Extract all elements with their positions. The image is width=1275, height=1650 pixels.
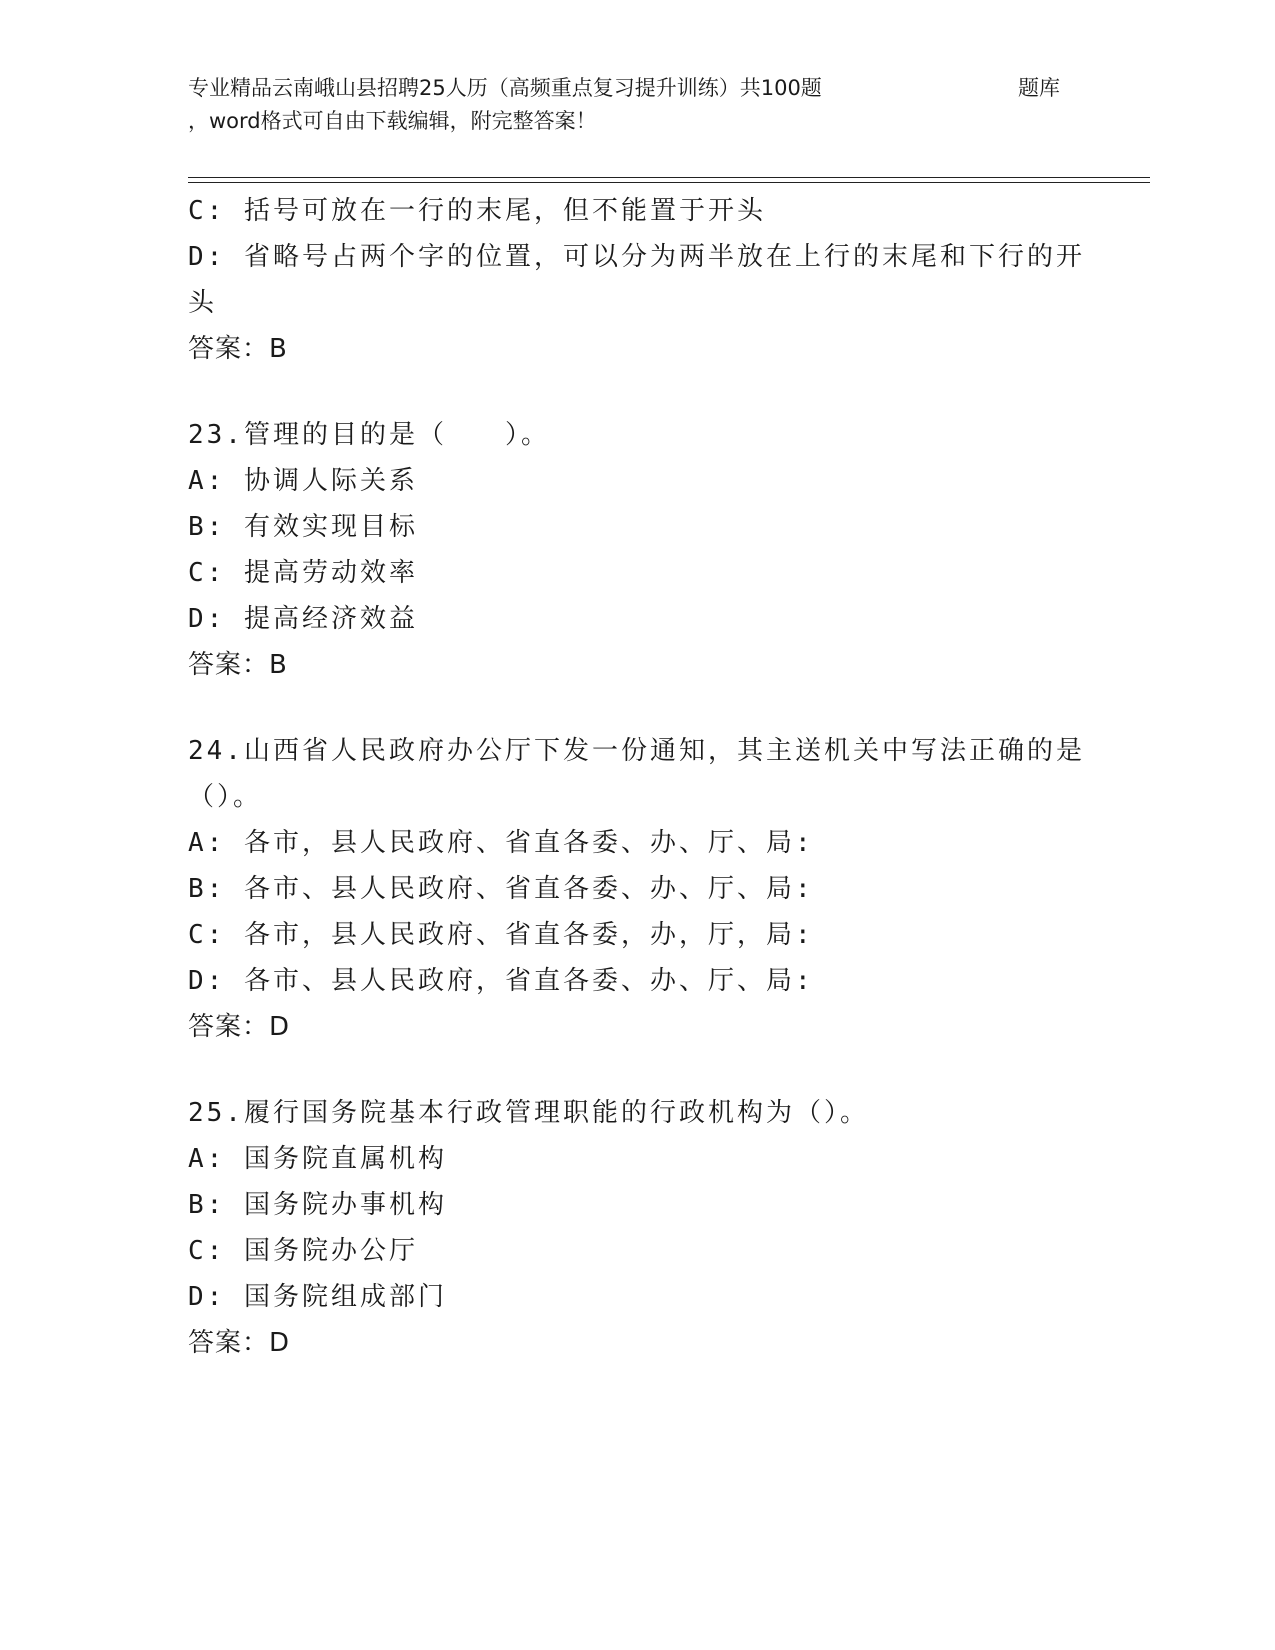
- option-line: B: 国务院办事机构: [188, 1190, 447, 1220]
- prev-question-block: [188, 188, 1088, 372]
- header-title-line2: ，word格式可自由下载编辑，附完整答案！: [188, 109, 597, 133]
- header-rule-bottom: [188, 182, 1150, 183]
- option-line: D: 各市、县人民政府，省直各委、办、厅、局:: [188, 966, 814, 996]
- option-line: B: 各市、县人民政府、省直各委、办、厅、局:: [188, 874, 814, 904]
- question-stem: 23.管理的目的是（ ）。: [188, 420, 550, 450]
- header-title-right: 题库: [1018, 76, 1060, 100]
- question-block-24: [188, 728, 1088, 1050]
- option-line: C: 国务院办公厅: [188, 1236, 418, 1266]
- answer-line: 答案：B: [188, 650, 288, 680]
- option-line: D: 国务院组成部门: [188, 1282, 447, 1312]
- header-rule-top: [188, 177, 1150, 178]
- option-line: A: 协调人际关系: [188, 466, 418, 496]
- option-line: A: 国务院直属机构: [188, 1144, 447, 1174]
- question-block-25: [188, 1090, 1088, 1366]
- answer-line: 答案：D: [188, 1328, 291, 1358]
- question-block-23: [188, 412, 1088, 688]
- option-line: D: 提高经济效益: [188, 604, 418, 634]
- option-line: C: 括号可放在一行的末尾，但不能置于开头: [188, 196, 766, 226]
- option-line: D: 省略号占两个字的位置，可以分为两半放在上行的末尾和下行的开头: [188, 242, 1085, 318]
- header-title-line1: 专业精品云南峨山县招聘25人历（高频重点复习提升训练）共100题: [188, 76, 822, 100]
- answer-line: 答案：D: [188, 1012, 291, 1042]
- option-line: C: 各市，县人民政府、省直各委，办，厅，局:: [188, 920, 814, 950]
- question-stem: 24.山西省人民政府办公厅下发一份通知，其主送机关中写法正确的是（）。: [188, 736, 1085, 812]
- question-stem: 25.履行国务院基本行政管理职能的行政机构为（）。: [188, 1098, 869, 1128]
- answer-line: 答案：B: [188, 334, 288, 364]
- question-list: [188, 188, 1088, 1366]
- option-line: A: 各市，县人民政府、省直各委、办、厅、局:: [188, 828, 814, 858]
- option-line: C: 提高劳动效率: [188, 558, 418, 588]
- option-line: B: 有效实现目标: [188, 512, 418, 542]
- page-header: [188, 72, 1088, 138]
